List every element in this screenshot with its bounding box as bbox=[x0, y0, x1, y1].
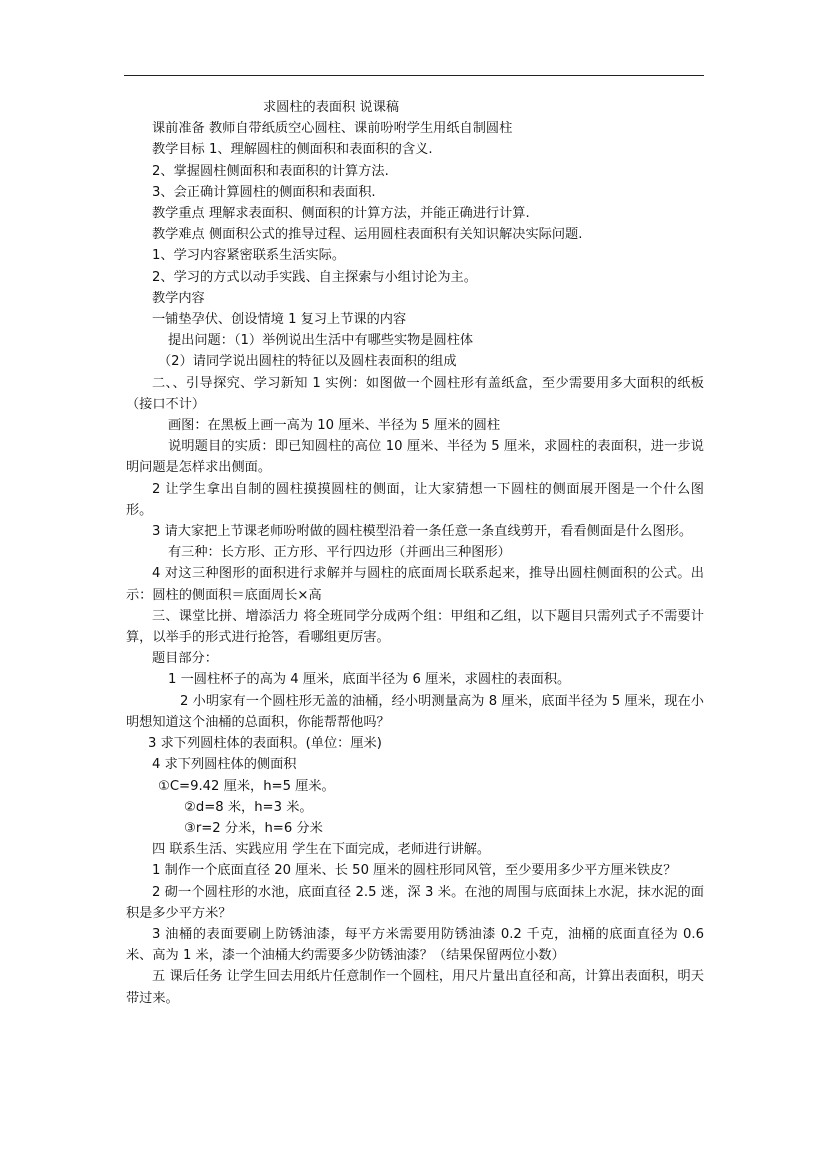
paragraph: 3 油桶的表面要刷上防锈油漆，每平方米需要用防锈油漆 0.2 千克，油桶的底面直径为 0.6 米、高为 1 米，漆一个油桶大约需要多少防锈油漆？（结果保留两位小数） bbox=[126, 926, 704, 964]
document-body bbox=[126, 97, 704, 1009]
paragraph: 4 求下列圆柱体的侧面积 bbox=[152, 757, 297, 773]
paragraph: 教学内容 bbox=[152, 290, 205, 306]
paragraph: 2 小明家有一个圆柱形无盖的油桶，经小明测量高为 8 厘米，底面半径为 5 厘米，现在小明想知道这个油桶的总面积，你能帮帮他吗？ bbox=[126, 693, 704, 730]
document-title: 求圆柱的表面积 说课稿 bbox=[263, 100, 400, 115]
paragraph: 五 课后任务 让学生回去用纸片任意制作一个圆柱，用尺片量出直径和高，计算出表面积，明天带过来。 bbox=[126, 969, 704, 1006]
paragraph: 4 对这三种图形的面积进行求解并与圆柱的底面周长联系起来，推导出圆柱侧面积的公式。出示：圆柱的侧面积＝底面周长×高 bbox=[126, 566, 704, 603]
header-rule bbox=[124, 75, 704, 76]
paragraph: ②d=8 米，h=3 米。 bbox=[184, 799, 313, 815]
paragraph: 3 求下列圆柱体的表面积。(单位：厘米) bbox=[148, 736, 382, 752]
paragraph: 1、学习内容紧密联系生活实际。 bbox=[152, 248, 346, 264]
paragraph: 二、、引导探究、学习新知 1 实例：如图做一个圆柱形有盖纸盒，至少需要用多大面积的纸板（接口不计） bbox=[126, 375, 704, 412]
paragraph: 教学重点 理解求表面积、侧面积的计算方法，并能正确进行计算. bbox=[152, 206, 530, 222]
paragraph: ③r=2 分米，h=6 分米 bbox=[184, 820, 323, 836]
paragraph: 2、掌握圆柱侧面积和表面积的计算方法. bbox=[152, 163, 389, 179]
paragraph: 2、学习的方式以动手实践、自主探索与小组讨论为主。 bbox=[152, 269, 477, 285]
paragraph: 画图：在黑板上画一高为 10 厘米、半径为 5 厘米的圆柱 bbox=[168, 418, 501, 434]
paragraph: 3 请大家把上节课老师吩咐做的圆柱模型沿着一条任意一条直线剪开，看看侧面是什么图形。 bbox=[152, 524, 693, 540]
paragraph: 教学目标 1、理解圆柱的侧面积和表面积的含义. bbox=[152, 142, 433, 158]
paragraph: 四 联系生活、实践应用 学生在下面完成，老师进行讲解。 bbox=[152, 842, 491, 858]
paragraph: 说明题目的实质：即已知圆柱的高位 10 厘米、半径为 5 厘米，求圆柱的表面积，进一步说明问题是怎样求出侧面。 bbox=[126, 439, 704, 476]
paragraph: 提出问题：（1）举例说出生活中有哪些实物是圆柱体 bbox=[168, 333, 474, 349]
paragraph: 1 一圆柱杯子的高为 4 厘米，底面半径为 6 厘米，求圆柱的表面积。 bbox=[168, 672, 571, 688]
paragraph: 课前准备 教师自带纸质空心圆柱、课前吩咐学生用纸自制圆柱 bbox=[152, 121, 513, 137]
paragraph: 教学难点 侧面积公式的推导过程、运用圆柱表面积有关知识解决实际问题. bbox=[152, 227, 583, 243]
paragraph: 题目部分： bbox=[152, 651, 218, 667]
paragraph: 有三种：长方形、正方形、平行四边形（并画出三种图形） bbox=[168, 545, 511, 561]
paragraph: 3、会正确计算圆柱的侧面积和表面积. bbox=[152, 184, 376, 200]
paragraph: 2 砌一个圆柱形的水池，底面直径 2.5 迷，深 3 米。在池的周围与底面抹上水泥，抹水泥的面积是多少平方米？ bbox=[126, 884, 704, 921]
paragraph: 1 制作一个底面直径 20 厘米、长 50 厘米的圆柱形同风管，至少要用多少平方厘米铁皮？ bbox=[152, 863, 677, 879]
paragraph: 一铺垫孕伏、创设情境 1 复习上节课的内容 bbox=[152, 312, 407, 328]
paragraph: ①C=9.42 厘米，h=5 厘米。 bbox=[158, 778, 335, 794]
paragraph: （2）请同学说出圆柱的特征以及圆柱表面积的组成 bbox=[158, 354, 457, 370]
paragraph: 三、课堂比拼、增添活力 将全班同学分成两个组：甲组和乙组，以下题目只需列式子不需要计算，以举手的形式进行抢答，看哪组更厉害。 bbox=[126, 608, 704, 646]
paragraph: 2 让学生拿出自制的圆柱摸摸圆柱的侧面，让大家猜想一下圆柱的侧面展开图是一个什么图形。 bbox=[126, 481, 704, 518]
